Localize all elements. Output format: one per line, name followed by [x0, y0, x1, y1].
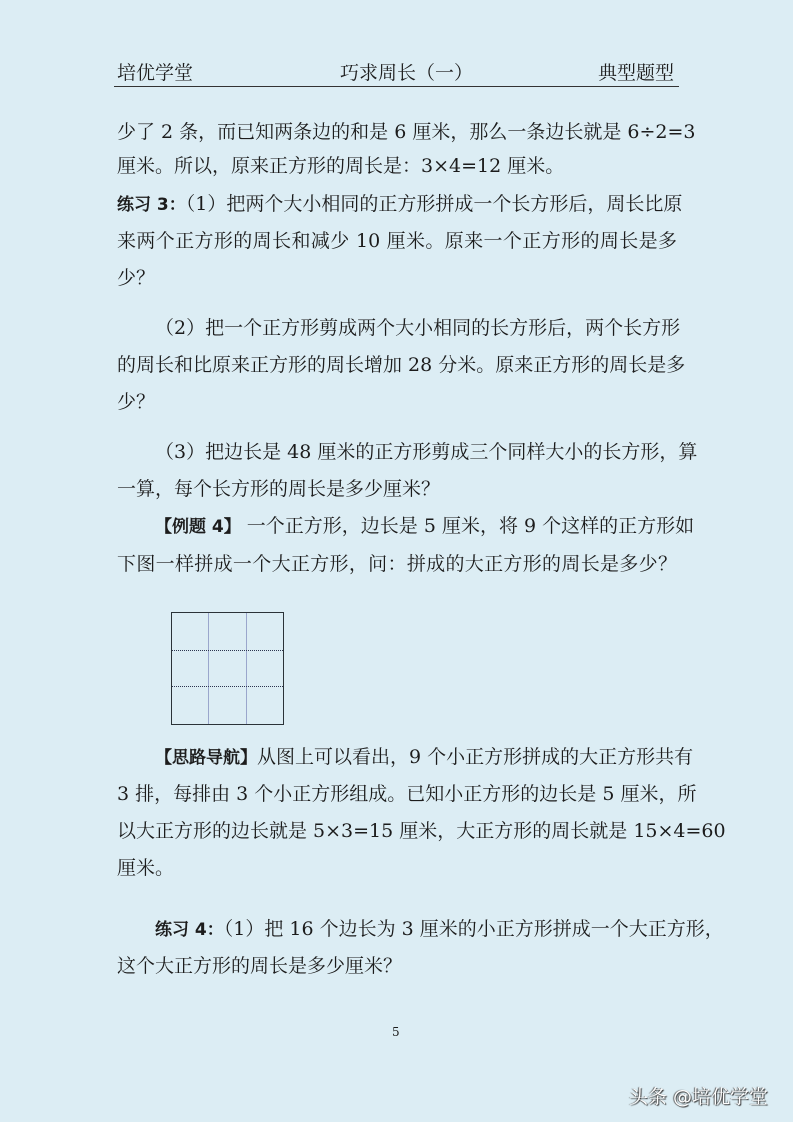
text-line	[117, 954, 677, 978]
line-text: 少？	[117, 267, 156, 289]
line-text: 从图上可以看出，9 个小正方形拼成的大正方形共有	[257, 746, 694, 768]
section-label: 练习 4：	[155, 920, 224, 940]
text-line	[117, 440, 698, 464]
line-text: 这个大正方形的周长是多少厘米？	[117, 955, 403, 977]
text-line	[117, 229, 677, 253]
line-text: （2）把一个正方形剪成两个大小相同的长方形后，两个长方形	[155, 317, 681, 339]
line-text: （1）把两个大小相同的正方形拼成一个长方形后，周长比原	[185, 193, 683, 215]
section-label: 【思路导航】	[155, 748, 257, 768]
page-number: 5	[392, 1025, 400, 1039]
line-text: 少了 2 条，而已知两条边的和是 6 厘米，那么一条边长就是 6÷2=3	[117, 121, 696, 143]
line-text: 以大正方形的边长就是 5×3=15 厘米，大正方形的周长就是 15×4=60	[117, 820, 726, 842]
line-text: 的周长和比原来正方形的周长增加 28 分米。原来正方形的周长是多	[117, 354, 686, 376]
watermark: 头条 @培优学堂	[629, 1086, 769, 1108]
line-text: 一个正方形，边长是 5 厘米，将 9 个这样的正方形如	[240, 515, 695, 537]
line-text: 少？	[117, 391, 156, 413]
text-line	[117, 192, 683, 217]
line-text: 3 排，每排由 3 个小正方形组成。已知小正方形的边长是 5 厘米，所	[117, 783, 697, 805]
text-line	[117, 514, 695, 539]
header-left: 培优学堂	[117, 62, 194, 84]
section-label: 【例题 4】	[155, 517, 241, 537]
square-grid-figure	[171, 612, 284, 725]
text-line	[117, 154, 677, 178]
grid-vertical-line	[246, 613, 247, 724]
header-rule	[114, 86, 679, 87]
text-line	[117, 477, 677, 501]
text-line	[117, 266, 677, 290]
line-text: 下图一样拼成一个大正方形，问：拼成的大正方形的周长是多少？	[117, 553, 677, 575]
text-line	[117, 819, 726, 843]
header-center: 巧求周长（一）	[340, 62, 474, 84]
line-text: 厘米。所以，原来正方形的周长是：3×4=12 厘米。	[117, 155, 565, 177]
line-text: （1）把 16 个边长为 3 厘米的小正方形拼成一个大正方形，	[223, 918, 724, 940]
line-text: 来两个正方形的周长和减少 10 厘米。原来一个正方形的周长是多	[117, 230, 677, 252]
grid-vertical-line	[208, 613, 209, 724]
line-text: （3）把边长是 48 厘米的正方形剪成三个同样大小的长方形，算	[155, 441, 698, 463]
text-line	[117, 316, 681, 340]
text-line	[117, 120, 696, 144]
text-line	[117, 745, 694, 770]
text-line	[117, 353, 686, 377]
text-line	[117, 390, 677, 414]
header-right: 典型题型	[598, 62, 675, 84]
grid-dotted-line	[172, 686, 283, 687]
grid-dotted-line	[172, 650, 283, 651]
section-label: 练习 3：	[117, 195, 186, 215]
text-line	[117, 917, 724, 942]
text-line	[117, 782, 697, 806]
text-line	[117, 552, 677, 576]
text-line	[117, 856, 677, 880]
line-text: 厘米。	[117, 857, 175, 879]
line-text: 一算，每个长方形的周长是多少厘米？	[117, 478, 441, 500]
